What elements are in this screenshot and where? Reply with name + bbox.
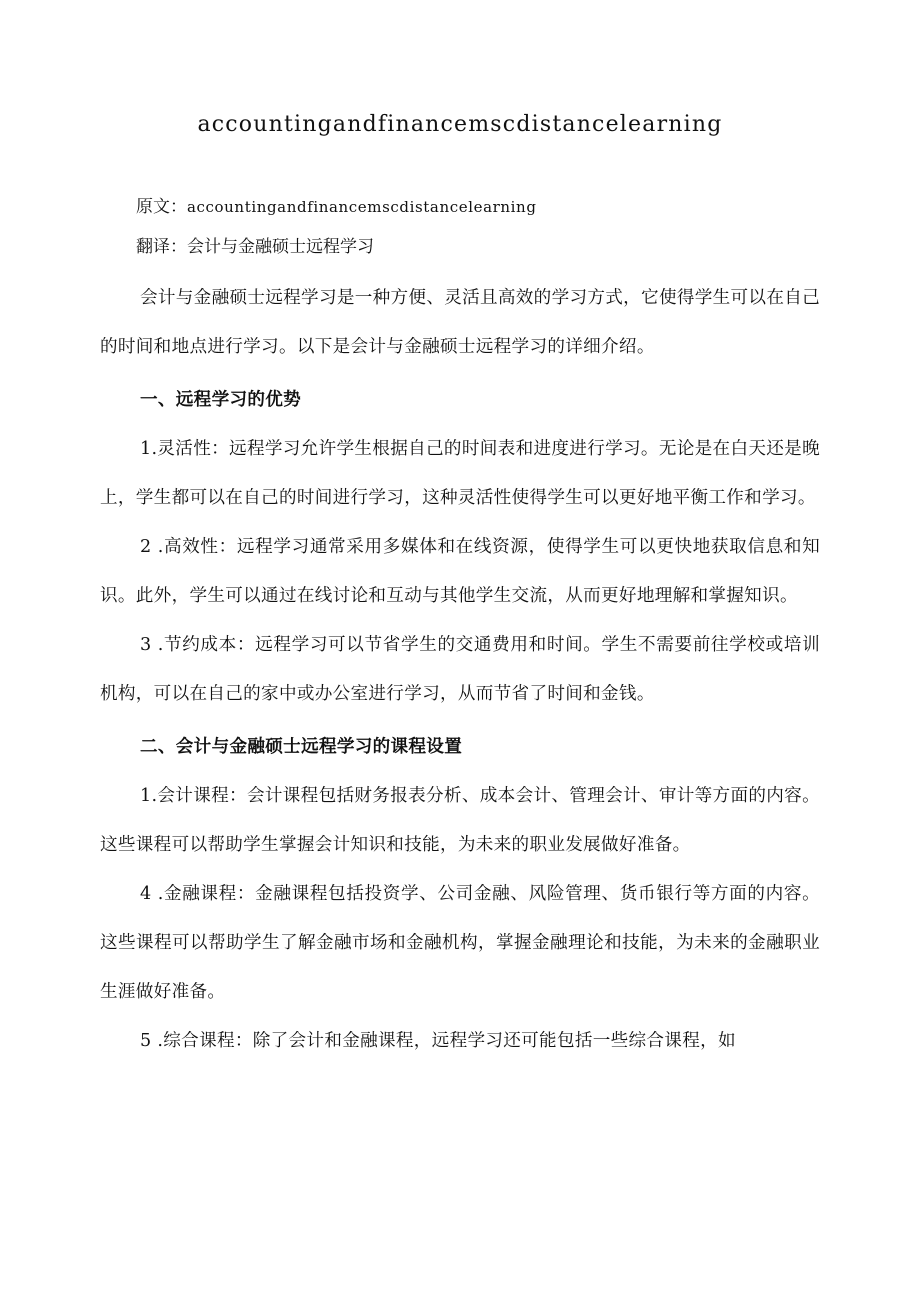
section-heading-curriculum: 二、会计与金融硕士远程学习的课程设置: [140, 737, 463, 757]
section-heading-advantages: 一、远程学习的优势: [140, 390, 302, 410]
translation-label: 翻译：: [136, 237, 187, 257]
paragraph-comprehensive-courses: 5 .综合课程：除了会计和金融课程，远程学习还可能包括一些综合课程，如: [140, 1031, 736, 1051]
paragraph-efficiency: 2 .高效性：远程学习通常采用多媒体和在线资源，使得学生可以更快地获取信息和知识。此外，学生可以通过在线讨论和互动与其他学生交流，从而更好地理解和掌握知识。: [100, 537, 820, 606]
paragraph-accounting-courses: 1.会计课程：会计课程包括财务报表分析、成本会计、管理会计、审计等方面的内容。这些课程可以帮助学生掌握会计知识和技能，为未来的职业发展做好准备。: [100, 786, 820, 855]
original-text: accountingandfinancemscdistancelearning: [187, 198, 537, 216]
paragraph-finance-courses: 4 .金融课程：金融课程包括投资学、公司金融、风险管理、货币银行等方面的内容。这些课程可以帮助学生了解金融市场和金融机构，掌握金融理论和技能，为未来的金融职业生涯做好准备。: [100, 884, 820, 1002]
translation-line: [136, 234, 820, 260]
original-line: [136, 194, 820, 220]
document-title: accountingandfinancemscdistancelearning: [197, 112, 723, 137]
document-body: [100, 194, 820, 1066]
paragraph-flexibility: 1.灵活性：远程学习允许学生根据自己的时间表和进度进行学习。无论是在白天还是晚上，学生都可以在自己的时间进行学习，这种灵活性使得学生可以更好地平衡工作和学习。: [100, 439, 820, 508]
paragraph-cost-saving: 3 .节约成本：远程学习可以节省学生的交通费用和时间。学生不需要前往学校或培训机构，可以在自己的家中或办公室进行学习，从而节省了时间和金钱。: [100, 635, 820, 704]
translation-text: 会计与金融硕士远程学习: [187, 237, 374, 257]
original-label: 原文：: [136, 197, 187, 217]
intro-paragraph: 会计与金融硕士远程学习是一种方便、灵活且高效的学习方式，它使得学生可以在自己的时间和地点进行学习。以下是会计与金融硕士远程学习的详细介绍。: [100, 288, 820, 357]
